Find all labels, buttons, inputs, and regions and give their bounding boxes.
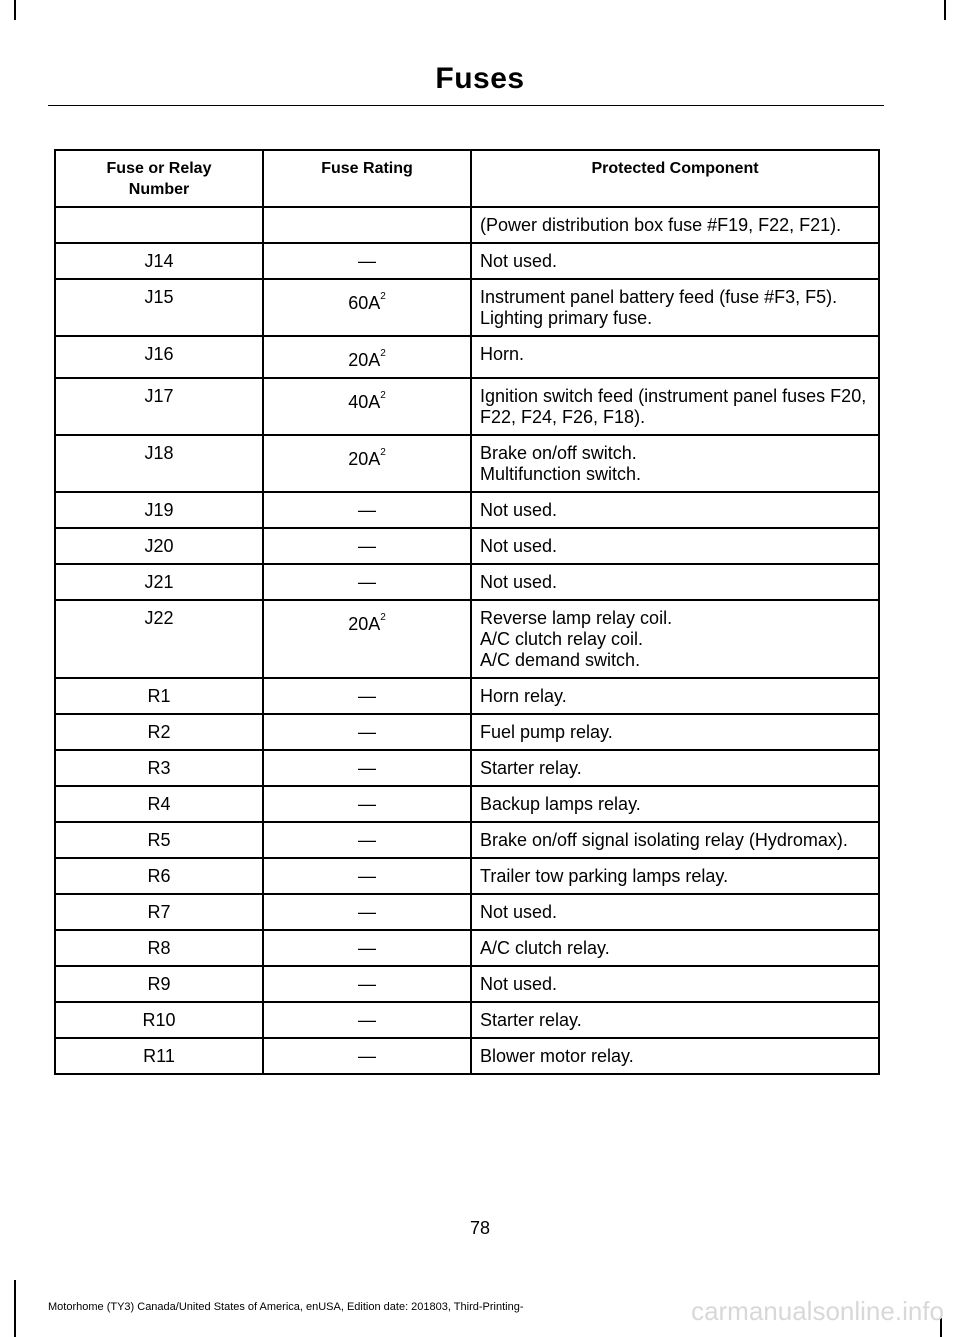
fuse-number-cell: J19	[55, 492, 263, 528]
table-row	[55, 279, 879, 336]
protected-component-cell	[471, 378, 879, 435]
component-line: Not used.	[480, 974, 558, 994]
fuse-number-cell: R5	[55, 822, 263, 858]
fuse-rating-value: —	[358, 572, 376, 592]
protected-component-cell	[471, 822, 879, 858]
fuse-rating-value: 20A	[348, 614, 381, 634]
fuse-rating-value: —	[358, 794, 376, 814]
protected-component-cell	[471, 714, 879, 750]
table-row	[55, 564, 879, 600]
fuse-rating-cell	[263, 894, 471, 930]
table-row	[55, 336, 879, 378]
fuse-number-cell: J18	[55, 435, 263, 492]
table-row	[55, 600, 879, 678]
fuse-rating-value: —	[358, 1046, 376, 1066]
fuse-number-cell: R6	[55, 858, 263, 894]
protected-component-cell	[471, 336, 879, 378]
fuse-rating-cell	[263, 786, 471, 822]
fuse-rating-cell	[263, 822, 471, 858]
table-row	[55, 930, 879, 966]
fuse-rating-cell	[263, 564, 471, 600]
component-line: Not used.	[480, 251, 558, 271]
protected-component-cell	[471, 930, 879, 966]
fuse-rating-value: —	[358, 758, 376, 778]
fuse-rating-value: —	[358, 830, 376, 850]
component-line: A/C clutch relay coil.	[480, 629, 644, 649]
table-row	[55, 492, 879, 528]
fuse-rating-cell	[263, 279, 471, 336]
table-row	[55, 786, 879, 822]
crop-mark-top-left	[14, 0, 16, 20]
protected-component-cell	[471, 435, 879, 492]
component-line: Horn.	[480, 344, 525, 364]
fuse-number-cell: J20	[55, 528, 263, 564]
component-line: Ignition switch feed (instrument panel fuses F20, F22, F24, F26, F18).	[480, 386, 867, 427]
component-line: Brake on/off switch.	[480, 443, 637, 463]
component-line: (Power distribution box fuse #F19, F22, F21).	[480, 215, 842, 235]
table-row	[55, 750, 879, 786]
crop-mark-bottom-left	[14, 1280, 16, 1337]
table-row	[55, 243, 879, 279]
table-row	[55, 1038, 879, 1074]
fuse-number-cell: R2	[55, 714, 263, 750]
table-row	[55, 435, 879, 492]
fuse-rating-cell	[263, 435, 471, 492]
fuse-number-cell: R9	[55, 966, 263, 1002]
component-line: Starter relay.	[480, 758, 582, 778]
fuse-rating-cell	[263, 600, 471, 678]
protected-component-cell	[471, 750, 879, 786]
fuse-number-cell: R7	[55, 894, 263, 930]
table-row	[55, 966, 879, 1002]
protected-component-cell	[471, 1038, 879, 1074]
fuse-number-cell: R10	[55, 1002, 263, 1038]
protected-component-cell	[471, 600, 879, 678]
component-line: Horn relay.	[480, 686, 567, 706]
component-line: Reverse lamp relay coil.	[480, 608, 673, 628]
protected-component-cell	[471, 207, 879, 243]
table-header-row	[55, 150, 879, 207]
component-line: Instrument panel battery feed (fuse #F3, F5).	[480, 287, 838, 307]
protected-component-cell	[471, 1002, 879, 1038]
component-line: Trailer tow parking lamps relay.	[480, 866, 729, 886]
fuse-rating-value: —	[358, 974, 376, 994]
fuse-rating-cell	[263, 930, 471, 966]
fuse-rating-cell	[263, 966, 471, 1002]
protected-component-cell	[471, 678, 879, 714]
fuse-rating-value: —	[358, 1010, 376, 1030]
footer-text: Motorhome (TY3) Canada/United States of America, enUSA, Edition date: 201803, Third-Printing-	[48, 1301, 524, 1313]
fuse-rating-value: —	[358, 866, 376, 886]
crop-mark-top-right	[944, 0, 946, 20]
page-number: 78	[469, 1218, 491, 1238]
page-title: Fuses	[435, 62, 525, 95]
component-line: Blower motor relay.	[480, 1046, 634, 1066]
fuse-rating-cell	[263, 528, 471, 564]
fuse-rating-cell	[263, 678, 471, 714]
fuse-number-cell: R11	[55, 1038, 263, 1074]
protected-component-cell	[471, 894, 879, 930]
fuse-rating-value: 20A	[348, 449, 381, 469]
component-line: A/C demand switch.	[480, 650, 641, 670]
component-line: Not used.	[480, 902, 558, 922]
component-line: Not used.	[480, 572, 558, 592]
protected-component-cell	[471, 279, 879, 336]
protected-component-cell	[471, 858, 879, 894]
component-line: Backup lamps relay.	[480, 794, 641, 814]
header-divider	[48, 105, 884, 106]
component-line: Starter relay.	[480, 1010, 582, 1030]
fuse-rating-value: —	[358, 722, 376, 742]
fuse-rating-value: 40A	[348, 392, 381, 412]
fuse-number-cell: R3	[55, 750, 263, 786]
fuse-number-cell: J21	[55, 564, 263, 600]
fuse-rating-value: —	[358, 938, 376, 958]
fuse-rating-value: —	[358, 251, 376, 271]
table-row	[55, 714, 879, 750]
component-line: Lighting primary fuse.	[480, 308, 653, 328]
fuse-number-cell: J17	[55, 378, 263, 435]
fuse-rating-cell	[263, 858, 471, 894]
fuse-rating-cell	[263, 207, 471, 243]
fuse-number-cell: R4	[55, 786, 263, 822]
component-line: Multifunction switch.	[480, 464, 642, 484]
component-line: Brake on/off signal isolating relay (Hydromax).	[480, 830, 848, 850]
table-body	[55, 207, 879, 1074]
table-row	[55, 1002, 879, 1038]
footnote-marker: 2	[380, 390, 386, 401]
fuse-rating-cell	[263, 1038, 471, 1074]
fuse-rating-cell	[263, 714, 471, 750]
footnote-marker: 2	[380, 612, 386, 623]
protected-component-cell	[471, 564, 879, 600]
watermark: carmanualsonline.info	[691, 1296, 944, 1326]
column-header-component: Protected Component	[471, 150, 879, 207]
fuse-number-cell: J16	[55, 336, 263, 378]
table-row	[55, 678, 879, 714]
protected-component-cell	[471, 492, 879, 528]
footnote-marker: 2	[380, 447, 386, 458]
component-line: A/C clutch relay.	[480, 938, 610, 958]
protected-component-cell	[471, 966, 879, 1002]
fuse-rating-cell	[263, 750, 471, 786]
table-row	[55, 378, 879, 435]
fuse-rating-cell	[263, 336, 471, 378]
table-row	[55, 822, 879, 858]
fuse-rating-cell	[263, 378, 471, 435]
fuse-rating-value: 60A	[348, 293, 381, 313]
protected-component-cell	[471, 243, 879, 279]
fuse-number-cell: R8	[55, 930, 263, 966]
column-header-number: Fuse or Relay Number	[55, 150, 263, 207]
footnote-marker: 2	[380, 348, 386, 359]
fuse-number-cell: R1	[55, 678, 263, 714]
fuse-rating-cell	[263, 1002, 471, 1038]
fuse-rating-value: 20A	[348, 350, 381, 370]
component-line: Not used.	[480, 536, 558, 556]
fuse-rating-value: —	[358, 500, 376, 520]
fuse-number-cell: J22	[55, 600, 263, 678]
component-line: Fuel pump relay.	[480, 722, 613, 742]
table-row	[55, 858, 879, 894]
protected-component-cell	[471, 786, 879, 822]
fuse-number-cell	[55, 207, 263, 243]
protected-component-cell	[471, 528, 879, 564]
fuse-rating-value: —	[358, 902, 376, 922]
fuse-rating-cell	[263, 243, 471, 279]
table-row	[55, 528, 879, 564]
table-row	[55, 207, 879, 243]
footnote-marker: 2	[380, 291, 386, 302]
fuse-number-cell: J14	[55, 243, 263, 279]
fuse-rating-value: —	[358, 686, 376, 706]
column-header-rating: Fuse Rating	[263, 150, 471, 207]
fuse-table	[54, 149, 880, 1075]
fuse-rating-value: —	[358, 536, 376, 556]
fuse-number-cell: J15	[55, 279, 263, 336]
component-line: Not used.	[480, 500, 558, 520]
table-row	[55, 894, 879, 930]
fuse-rating-cell	[263, 492, 471, 528]
